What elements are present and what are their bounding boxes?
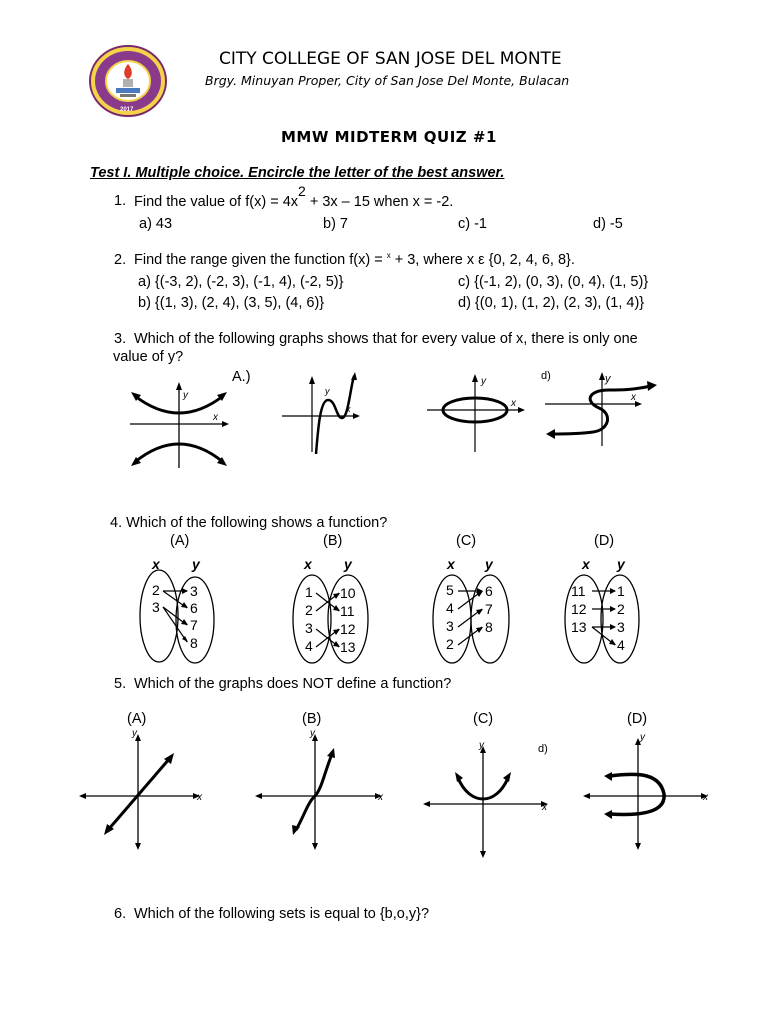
y-header: y: [485, 556, 493, 572]
q2-text: [134, 252, 575, 268]
q5-label-a: (A): [127, 711, 147, 727]
x-value: 12: [571, 601, 587, 617]
x-axis-arrow: [353, 413, 360, 419]
x-header: x: [447, 556, 455, 572]
x-axis-label: x: [542, 802, 547, 813]
y-axis-label: y: [310, 728, 315, 739]
y-axis-label: y: [605, 373, 611, 385]
y-axis-label: y: [481, 376, 486, 387]
x-value: 13: [571, 619, 587, 635]
q4-label-c: (C): [456, 533, 477, 549]
q1-text: [134, 183, 454, 210]
x-value: 11: [571, 583, 586, 599]
x-axis-arrow: [423, 801, 430, 807]
x-value: 3: [152, 599, 160, 615]
q5-label-d: (D): [627, 711, 648, 727]
q3-line2: value of y?: [113, 349, 184, 365]
x-value: 3: [305, 620, 313, 636]
q1-option-c[interactable]: c) -1: [458, 216, 487, 232]
y-axis-arrow: [309, 376, 315, 384]
x-axis-arrow: [518, 407, 525, 413]
q4-text: 4. Which of the following shows a function?: [110, 515, 388, 531]
q2-option-c[interactable]: c) {(-1, 2), (0, 3), (0, 4), (1, 5)}: [458, 274, 649, 290]
q4-mapping-a: [135, 556, 220, 666]
s-curve: [551, 386, 651, 434]
x-axis-label: x: [213, 412, 218, 423]
x-value: 4: [446, 600, 454, 616]
y-value: 8: [190, 635, 198, 651]
college-seal: [88, 44, 168, 118]
y-value: 7: [190, 617, 198, 633]
x-value: 2: [305, 602, 313, 618]
x-axis-label: x: [378, 792, 383, 803]
q1-number: 1.: [114, 193, 127, 209]
q2-superscript: x: [386, 251, 391, 260]
q2-option-b[interactable]: b) {(1, 3), (2, 4), (3, 5), (4, 6)}: [138, 295, 325, 311]
q5-graph-c: [420, 736, 552, 862]
y-value: 1: [617, 583, 625, 599]
q6-number: 6.: [114, 906, 127, 922]
y-value: 8: [485, 619, 493, 635]
line-graph: [108, 758, 170, 830]
y-axis-label: y: [640, 732, 645, 743]
x-value: 1: [305, 584, 313, 600]
q4-label-b: (B): [323, 533, 343, 549]
seal-year: 2017: [120, 107, 134, 113]
q1-text-b: + 3x – 15 when x = -2.: [309, 194, 454, 210]
x-header: x: [304, 556, 312, 572]
x-value: 4: [305, 638, 313, 654]
q1-exponent: 2: [298, 183, 306, 199]
x-value: 2: [446, 636, 454, 652]
quiz-title: MMW MIDTERM QUIZ #1: [281, 128, 497, 146]
x-axis-label: x: [511, 398, 516, 409]
x-axis-arrow: [222, 421, 229, 427]
x-axis-arrow: [635, 401, 642, 407]
test-heading: Test I. Multiple choice. Encircle the letter of the best answer.: [90, 165, 505, 181]
x-axis-label: x: [197, 792, 202, 803]
q5-text: Which of the graphs does NOT define a function?: [134, 676, 452, 692]
q3-number: 3.: [114, 331, 127, 347]
y-axis-label: y: [132, 728, 137, 739]
q2-option-d[interactable]: d) {(0, 1), (1, 2), (2, 3), (1, 4)}: [458, 295, 645, 311]
y-value: 4: [617, 637, 625, 653]
q3-line1: Which of the following graphs shows that for every value of x, there is only one: [134, 331, 638, 347]
y-header: y: [344, 556, 352, 572]
y-axis-label: y: [183, 390, 188, 401]
x-header: x: [582, 556, 590, 572]
q4-mapping-d: [562, 556, 647, 666]
x-axis-arrow: [583, 793, 590, 799]
x-value: 3: [446, 618, 454, 634]
q3-graph-3: [425, 370, 530, 454]
y-value: 10: [340, 585, 356, 601]
q3-label-d: d): [541, 370, 551, 382]
q2-option-a[interactable]: a) {(-3, 2), (-2, 3), (-1, 4), (-2, 5)}: [138, 274, 344, 290]
y-value: 12: [340, 621, 356, 637]
q1-option-b[interactable]: b) 7: [323, 216, 348, 232]
cubic-curve: [316, 376, 354, 454]
q2-text-a: Find the range given the function f(x) =: [134, 252, 387, 268]
curve-graph: [296, 754, 332, 830]
y-axis-label: y: [479, 740, 484, 751]
sideways-parabola-graph: [610, 774, 664, 814]
q1-text-a: Find the value of f(x) = 4x: [134, 194, 299, 210]
x-value: 2: [152, 582, 160, 598]
x-axis-arrow: [255, 793, 262, 799]
y-value: 3: [190, 583, 198, 599]
y-axis-arrow: [176, 382, 182, 390]
x-header: x: [152, 556, 160, 572]
q5-graph-a: [76, 726, 206, 852]
q6-text: Which of the following sets is equal to {b,o,y}?: [134, 906, 430, 922]
x-value: 5: [446, 582, 454, 598]
q4-mapping-b: [290, 556, 375, 666]
q4-label-d: (D): [594, 533, 615, 549]
q3-graph-2: [280, 370, 364, 454]
college-address: Brgy. Minuyan Proper, City of San Jose Del Monte, Bulacan: [205, 73, 570, 88]
x-axis-label: x: [631, 392, 636, 403]
q3-label-a: A.): [232, 369, 251, 385]
q5-label-c: (C): [473, 711, 494, 727]
q4-label-a: (A): [170, 533, 190, 549]
q5-label-d-small: d): [538, 743, 548, 755]
y-value: 2: [617, 601, 625, 617]
q4-mapping-c: [430, 556, 515, 666]
y-value: 3: [617, 619, 625, 635]
q3-graph-4: [543, 368, 663, 448]
q1-option-a[interactable]: a) 43: [139, 216, 173, 232]
y-axis-arrow: [472, 374, 478, 382]
y-header: y: [617, 556, 625, 572]
college-title: CITY COLLEGE OF SAN JOSE DEL MONTE: [219, 49, 562, 69]
y-value: 13: [340, 639, 356, 655]
q2-number: 2.: [114, 252, 127, 268]
q5-graph-d: [580, 728, 712, 854]
x-axis-label: x: [703, 792, 708, 803]
y-value: 7: [485, 601, 493, 617]
q1-option-d[interactable]: d) -5: [593, 216, 623, 232]
q3-graph-1: [125, 378, 235, 470]
y-header: y: [192, 556, 200, 572]
x-axis-label: x: [346, 404, 351, 414]
y-axis-label: y: [325, 386, 330, 396]
y-value: 11: [340, 603, 355, 619]
q5-graph-b: [252, 726, 388, 852]
q2-text-b: + 3, where x ε {0, 2, 4, 6, 8}.: [390, 252, 575, 268]
q5-label-b: (B): [302, 711, 322, 727]
y-value: 6: [190, 600, 198, 616]
y-value: 6: [485, 583, 493, 599]
q5-number: 5.: [114, 676, 127, 692]
x-axis-arrow: [79, 793, 86, 799]
